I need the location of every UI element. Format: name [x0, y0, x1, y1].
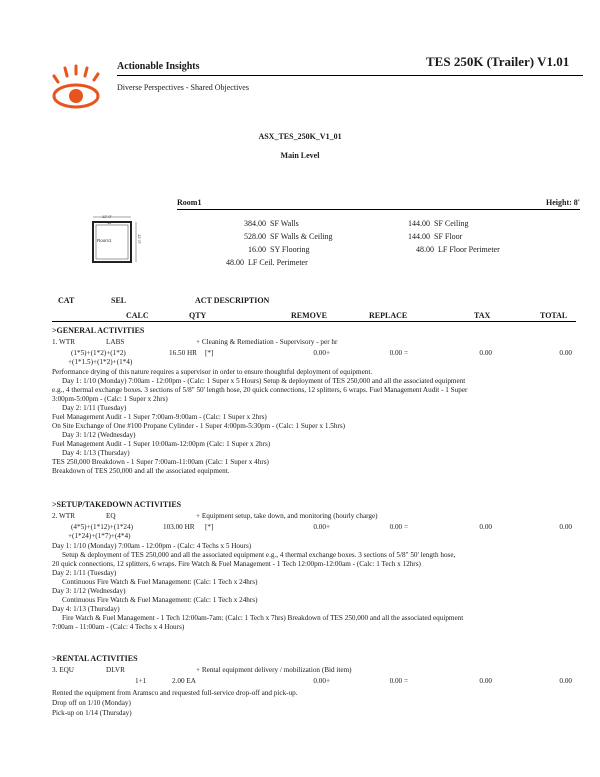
- note-line: Drop off on 1/10 (Monday): [52, 699, 131, 707]
- line-item-tax: 0.00: [479, 349, 492, 357]
- measurement-right-2: 48.00 LF Floor Perimeter: [416, 245, 500, 254]
- room-sketch: [86, 212, 140, 270]
- line-item-number: 2. WTR: [52, 512, 76, 520]
- sketch-dim-top: 12' 0": [102, 214, 112, 219]
- measurement-right-0: 144.00 SF Ceiling: [408, 219, 469, 228]
- col-header-cat: CAT: [58, 296, 75, 305]
- line-item-calc-cont: +(1*1.5)+(1*2)+(1*4): [68, 358, 133, 366]
- line-item-replace: 0.00 =: [389, 523, 408, 531]
- line-item-desc: + Equipment setup, take down, and monitoring (hourly charge): [196, 512, 378, 520]
- sketch-dim-right: 12' 0": [137, 234, 142, 244]
- section-title: >SETUP/TAKEDOWN ACTIVITIES: [52, 500, 182, 509]
- line-item-flag: [*]: [205, 349, 214, 357]
- measurement-left-1: 528.00 SF Walls & Ceiling: [244, 232, 333, 241]
- room-divider: [177, 209, 580, 210]
- line-item-calc-cont: +(1*24)+(1*7)+(4*4): [68, 532, 131, 540]
- note-line: Setup & deployment of TES 250,000 and all the associated equipment e.g., 4 thermal exchange boxes. 3 sections of 5/8" 50' length hose,: [62, 551, 456, 559]
- line-item-sel: DLVR: [106, 666, 125, 674]
- note-line: 20 quick connections, 12 splitters, 6 wraps. Fire Watch & Fuel Management - 1 Tech 12:00pm-12:00am - (Calc: 1 Tech x 12hrs): [52, 560, 421, 568]
- col-header-tax: TAX: [474, 311, 491, 320]
- estimate-name: ASX_TES_250K_V1_01: [258, 132, 342, 141]
- room-height: Height: 8': [546, 198, 580, 207]
- line-item-remove: 0.00+: [313, 677, 330, 685]
- sun-eye-logo-icon: [44, 62, 104, 112]
- line-item-total: 0.00: [559, 349, 572, 357]
- line-item-replace: 0.00 =: [389, 677, 408, 685]
- note-line: Continuous Fire Watch & Fuel Management: (Calc: 1 Tech x 24hrs): [62, 578, 258, 586]
- line-item-total: 0.00: [559, 523, 572, 531]
- header-divider: [117, 75, 583, 76]
- line-item-flag: [*]: [205, 523, 214, 531]
- note-line: Fuel Management Audit - 1 Super 10:00am-12:00pm (Calc: 1 Super x 2hrs): [52, 440, 271, 448]
- line-item-qty: 103.00 HR: [163, 523, 195, 531]
- note-line: 7:00am - 11:00am - (Calc: 4 Techs x 4 Hours): [52, 623, 185, 631]
- note-line: Day 4: 1/13 (Thursday): [62, 449, 130, 457]
- sketch-dim-inner: 12': [107, 220, 113, 225]
- level-name: Main Level: [280, 151, 320, 160]
- note-line: Pick-up on 1/14 (Thursday): [52, 709, 132, 717]
- section-title: >GENERAL ACTIVITIES: [52, 326, 145, 335]
- note-line: Day 2: 1/11 (Tuesday): [62, 404, 127, 412]
- note-line: 3:00pm-5:00pm - (Calc: 1 Super x 2hrs): [52, 395, 168, 403]
- line-item-number: 3. EQU: [52, 666, 74, 674]
- measurement-left-2: 16.00 SY Flooring: [248, 245, 310, 254]
- col-header-replace: REPLACE: [369, 311, 408, 320]
- line-item-sel: EQ: [106, 512, 116, 520]
- sketch-room-label: Room1: [97, 238, 112, 243]
- note-line: On Site Exchange of One #100 Propane Cylinder - 1 Super 4:00pm-5:30pm - (Calc: 1 Super x 1.5hrs): [52, 422, 346, 430]
- measurement-left-0: 384.00 SF Walls: [244, 219, 299, 228]
- note-line: Day 1: 1/10 (Monday) 7:00am - 12:00pm - (Calc: 1 Super x 5 Hours) Setup & deployment of TES 250,000 and all the associated equipment: [62, 377, 466, 385]
- columns-divider: [52, 321, 576, 322]
- line-item-remove: 0.00+: [313, 523, 330, 531]
- note-line: Day 1: 1/10 (Monday) 7:00am - 12:00pm - (Calc: 4 Techs x 5 Hours): [52, 542, 252, 550]
- room-name: Room1: [177, 198, 202, 207]
- company-tagline: Diverse Perspectives - Shared Objectives: [117, 83, 249, 92]
- section-title: >RENTAL ACTIVITIES: [52, 654, 138, 663]
- line-item-calc: (1*5)+(1*2)+(1*2): [71, 349, 126, 357]
- note-line: Performance drying of this nature requires a supervisor in order to ensure thoughtful deployment of equipment.: [52, 368, 373, 376]
- company-name: Actionable Insights: [117, 61, 200, 72]
- note-line: Continuous Fire Watch & Fuel Management: (Calc: 1 Tech x 24hrs): [62, 596, 258, 604]
- measurement-left-3: 48.00 LF Ceil. Perimeter: [226, 258, 308, 267]
- note-line: TES 250,000 Breakdown - 1 Super 7:00am-11:00am (Calc: 1 Super x 4hrs): [52, 458, 269, 466]
- measurement-right-1: 144.00 SF Floor: [408, 232, 463, 241]
- note-line: Day 2: 1/11 (Tuesday): [52, 569, 117, 577]
- col-header-act-desc: ACT DESCRIPTION: [195, 296, 270, 305]
- line-item-total: 0.00: [559, 677, 572, 685]
- note-line: Day 3: 1/12 (Wednesday): [62, 431, 136, 439]
- note-line: Fuel Management Audit - 1 Super 7:00am-9:00am - (Calc: 1 Super x 2hrs): [52, 413, 267, 421]
- col-header-remove: REMOVE: [291, 311, 327, 320]
- line-item-qty: 2.00 EA: [172, 677, 196, 685]
- line-item-tax: 0.00: [479, 523, 492, 531]
- line-item-replace: 0.00 =: [389, 349, 408, 357]
- line-item-number: 1. WTR: [52, 338, 76, 346]
- col-header-sel: SEL: [111, 296, 127, 305]
- note-line: Day 3: 1/12 (Wednesday): [52, 587, 126, 595]
- line-item-qty: 16.50 HR: [169, 349, 197, 357]
- line-item-tax: 0.00: [479, 677, 492, 685]
- note-line: e.g., 4 thermal exchange boxes. 3 sections of 5/8" 50' length hose, 20 quick connections, 12 splitters, 6 wraps. Fuel Management Audit - 1 Super: [52, 386, 468, 394]
- note-line: Fire Watch & Fuel Management - 1 Tech 12:00am-7am: (Calc: 1 Tech x 7hrs) Breakdown of TES 250,000 and all the associated equipment: [62, 614, 464, 622]
- line-item-desc: + Rental equipment delivery / mobilization (Bid item): [196, 666, 352, 674]
- line-item-calc: 1+1: [135, 677, 147, 685]
- line-item-sel: LABS: [106, 338, 125, 346]
- document-title: TES 250K (Trailer) V1.01: [426, 54, 570, 69]
- note-line: Breakdown of TES 250,000 and all the associated equipment.: [52, 467, 230, 475]
- col-header-qty: QTY: [189, 311, 207, 320]
- col-header-total: TOTAL: [540, 311, 568, 320]
- line-item-desc: + Cleaning & Remediation - Supervisory - per hr: [196, 338, 338, 346]
- note-line: Rented the equipment from Aramsco and requested full-service drop-off and pick-up.: [52, 689, 298, 697]
- col-header-calc: CALC: [126, 311, 149, 320]
- line-item-calc: (4*5)+(1*12)+(1*24): [71, 523, 133, 531]
- note-line: Day 4: 1/13 (Thursday): [52, 605, 120, 613]
- line-item-remove: 0.00+: [313, 349, 330, 357]
